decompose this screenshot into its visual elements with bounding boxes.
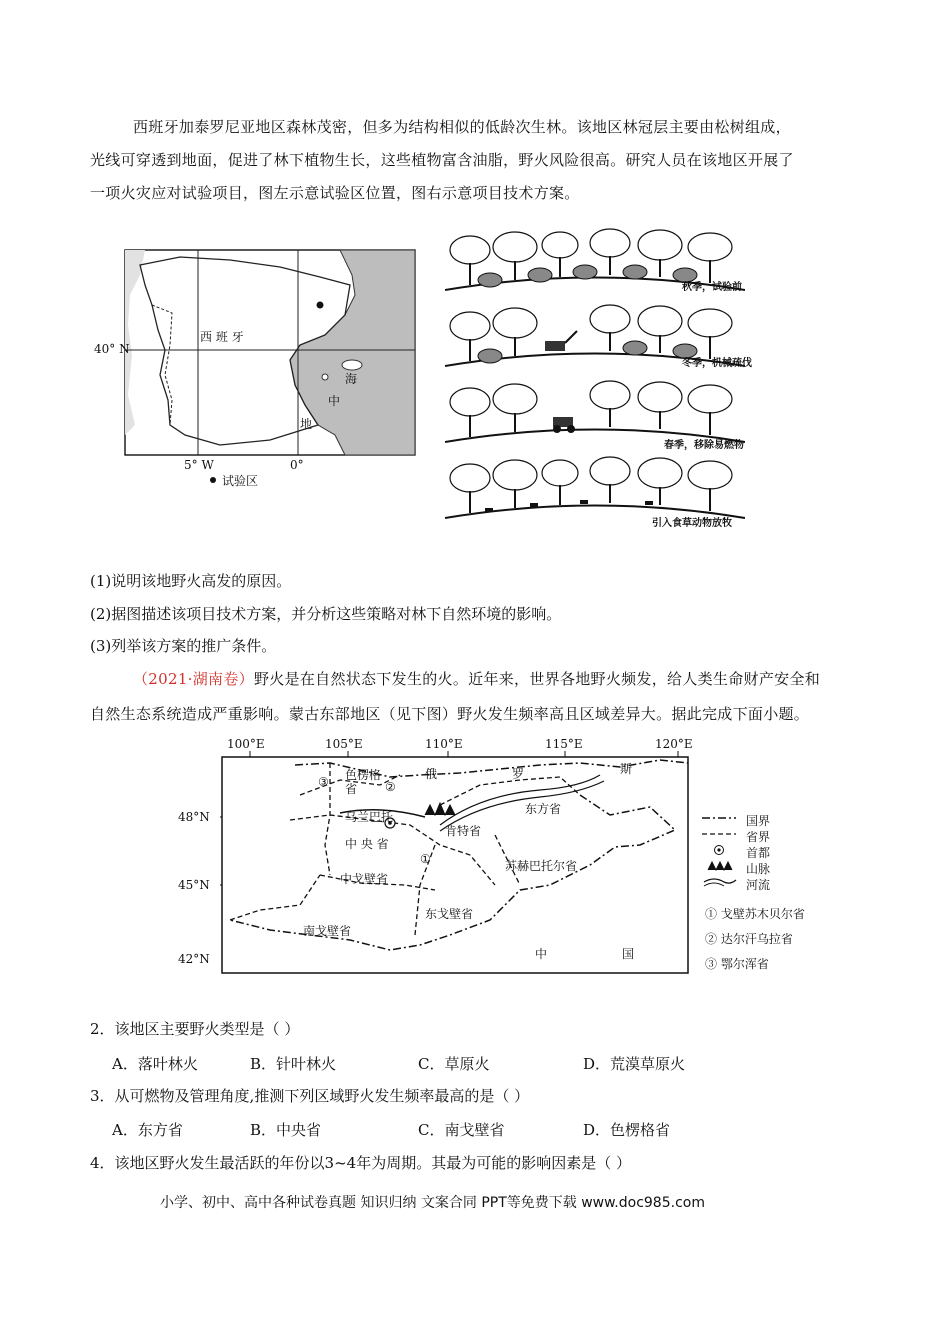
sea-label-3: 地 — [300, 417, 313, 431]
legend-capital: 首都 — [746, 846, 771, 860]
forest-scenes — [445, 225, 745, 530]
russia-label-2: 罗 — [512, 767, 525, 781]
legend-mountain: 山脉 — [746, 862, 771, 876]
mcq-4-stem: 4．该地区野火发生最活跃的年份以3~4年为周期。其最为可能的影响因素是（ ） — [90, 1154, 631, 1172]
mcq-3-option-d: D．色楞格省 — [583, 1121, 671, 1139]
lat-40-label: 40° N — [94, 342, 130, 356]
russia-label-1: 俄 — [425, 767, 438, 781]
dornogovi-label: 东戈壁省 — [425, 907, 474, 921]
sea-label-1: 海 — [345, 372, 358, 386]
ulaanbaatar-label: 乌兰巴托 — [345, 810, 394, 824]
mcq-2-stem: 2．该地区主要野火类型是（ ） — [90, 1020, 300, 1038]
legend-border: 国界 — [746, 814, 771, 828]
legend-river: 河流 — [746, 878, 771, 892]
sukhbaatar-label: 苏赫巴托尔省 — [505, 859, 578, 873]
lon-label-105: 105°E — [325, 737, 363, 751]
dundgovi-label: 中戈壁省 — [340, 872, 389, 886]
test-area-legend: 试验区 — [222, 474, 259, 488]
china-label-1: 中 — [535, 947, 548, 961]
legend-note-1: ① 戈壁苏木贝尔省 — [705, 907, 805, 921]
lat-label-48: 48°N — [178, 810, 210, 824]
spain-country-label: 西 班 牙 — [200, 330, 244, 344]
mcq-3-stem: 3．从可燃物及管理角度,推测下列区域野火发生频率最高的是（ ） — [90, 1087, 530, 1105]
omnogovi-label: 南戈壁省 — [303, 924, 352, 938]
question-1: (1)说明该地野火高发的原因。 — [90, 572, 292, 590]
mcq-2-option-a: A．落叶林火 — [112, 1055, 198, 1073]
intro-line-2: 光线可穿透到地面，促进了林下植物生长，这些植物富含油脂，野火风险很高。研究人员在该地区开展了 — [90, 151, 794, 169]
mcq-2-option-c: C．草原火 — [418, 1055, 490, 1073]
intro-line-1: 西班牙加泰罗尼亚地区森林茂密，但多为结构相似的低龄次生林。该地区林冠层主要由松树组成， — [133, 118, 791, 136]
page-footer: 小学、初中、高中各种试卷真题 知识归纳 文案合同 PPT等免费下载 www.doc985.com — [160, 1195, 705, 1211]
spain-map — [90, 235, 420, 495]
sea-label-2: 中 — [328, 394, 341, 408]
lon-label-100: 100°E — [227, 737, 265, 751]
source-tag: （2021·湖南卷） — [133, 670, 254, 688]
mcq-2-option-b: B．针叶林火 — [250, 1055, 337, 1073]
khentii-label: 肯特省 — [445, 824, 482, 838]
lat-label-45: 45°N — [178, 878, 210, 892]
mcq-3-option-b: B．中央省 — [250, 1121, 322, 1139]
question-2: (2)据图描述该项目技术方案，并分析这些策略对林下自然环境的影响。 — [90, 605, 562, 623]
russia-label-3: 斯 — [620, 762, 633, 776]
scene-caption-4: 引入食草动物放牧 — [652, 518, 732, 529]
tuv-label: 中 央 省 — [345, 837, 389, 851]
selenge-label: 色楞格省 — [345, 768, 382, 796]
hunan-line-1 — [133, 664, 820, 694]
marker-3: ③ — [318, 775, 329, 789]
scene-caption-3: 春季，移除易燃物 — [664, 440, 744, 451]
legend-note-2: ② 达尔汗乌拉省 — [705, 932, 793, 946]
marker-1: ① — [420, 852, 431, 866]
scene-caption-1: 秋季，试验前 — [682, 282, 742, 293]
china-label-2: 国 — [622, 947, 635, 961]
lat-label-42: 42°N — [178, 952, 210, 966]
question-3: (3)列举该方案的推广条件。 — [90, 637, 277, 655]
mcq-2-option-d: D．荒漠草原火 — [583, 1055, 686, 1073]
map-legend-symbols — [700, 810, 740, 890]
scene-caption-2: 冬季，机械疏伐 — [682, 358, 752, 369]
lon-label-115: 115°E — [545, 737, 583, 751]
lon-0-label: 0° — [290, 458, 304, 472]
lon-label-110: 110°E — [425, 737, 463, 751]
lon-label-120: 120°E — [655, 737, 693, 751]
legend-note-3: ③ 鄂尔浑省 — [705, 957, 769, 971]
legend-province: 省界 — [746, 830, 771, 844]
mcq-3-option-a: A．东方省 — [112, 1121, 183, 1139]
dornod-label: 东方省 — [525, 802, 562, 816]
marker-2: ② — [385, 780, 396, 794]
hunan-line-2: 自然生态系统造成严重影响。蒙古东部地区（见下图）野火发生频率高且区域差异大。据此完成下面小题。 — [90, 705, 810, 723]
mcq-3-option-c: C．南戈壁省 — [418, 1121, 505, 1139]
intro-line-3: 一项火灾应对试验项目，图左示意试验区位置，图右示意项目技术方案。 — [90, 184, 580, 202]
hunan-text-1: 野火是在自然状态下发生的火。近年来，世界各地野火频发，给人类生命财产安全和 — [253, 670, 821, 688]
lon-5w-label: 5° W — [184, 458, 214, 472]
